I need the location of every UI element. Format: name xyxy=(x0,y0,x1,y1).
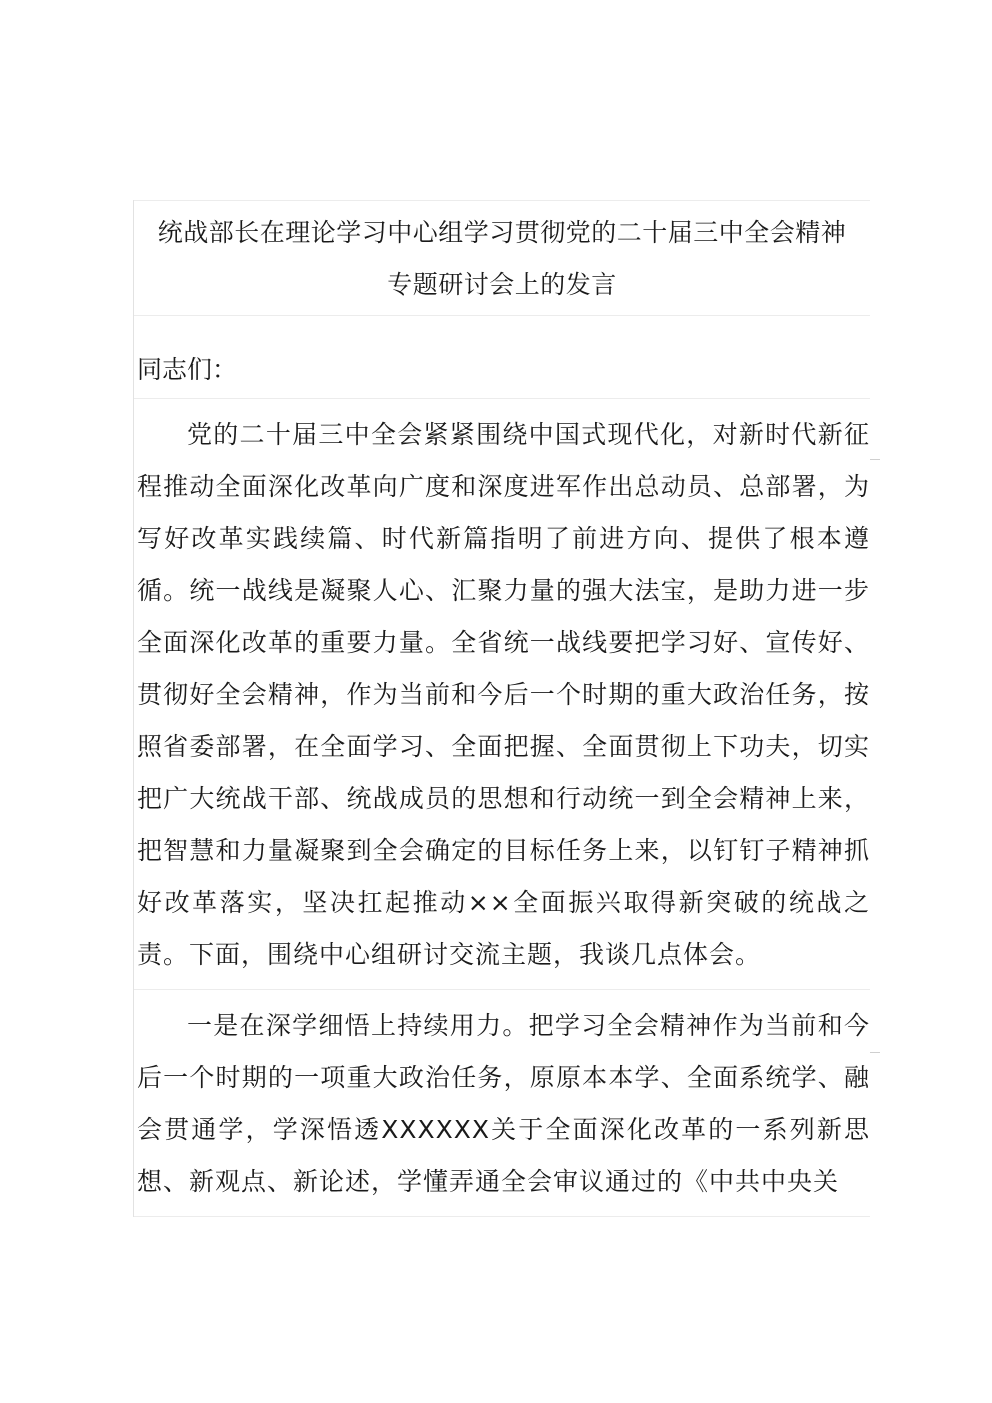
paragraph-2-block xyxy=(134,990,870,1217)
document-title xyxy=(134,207,870,311)
title-block xyxy=(134,200,870,316)
greeting: 同志们： xyxy=(137,355,238,384)
greeting-block xyxy=(134,316,870,399)
paragraph-2: 一是在深学细悟上持续用力。把学习全会精神作为当前和今后一个时期的一项重大政治任务，原原本本学、全面系统学、融会贯通学，学深悟透XXXXXX关于全面深化改革的一系列新思想、新观点、新论述，学懂弄通全会审议通过的《中共中央关 xyxy=(137,1011,870,1196)
paragraph-1-block xyxy=(134,399,870,990)
document-body xyxy=(133,200,870,1217)
title-line-1: 统战部长在理论学习中心组学习贯彻党的二十届三中全会精神 xyxy=(157,218,847,247)
margin-mark xyxy=(870,459,880,460)
title-line-2: 专题研讨会上的发言 xyxy=(387,270,617,299)
margin-mark xyxy=(870,1052,880,1053)
paragraph-1: 党的二十届三中全会紧紧围绕中国式现代化，对新时代新征程推动全面深化改革向广度和深度进军作出总动员、总部署，为写好改革实践续篇、时代新篇指明了前进方向、提供了根本遵循。统一战线是凝聚人心、汇聚力量的强大法宝，是助力进一步全面深化改革的重要力量。全省统一战线要把学习好、宣传好、贯彻好全会精神，作为当前和今后一个时期的重大政治任务，按照省委部署，在全面学习、全面把握、全面贯彻上下功夫，切实把广大统战干部、统战成员的思想和行动统一到全会精神上来，把智慧和力量凝聚到全会确定的目标任务上来，以钉钉子精神抓好改革落实，坚决扛起推动××全面振兴取得新突破的统战之责。下面，围绕中心组研讨交流主题，我谈几点体会。 xyxy=(137,420,870,969)
